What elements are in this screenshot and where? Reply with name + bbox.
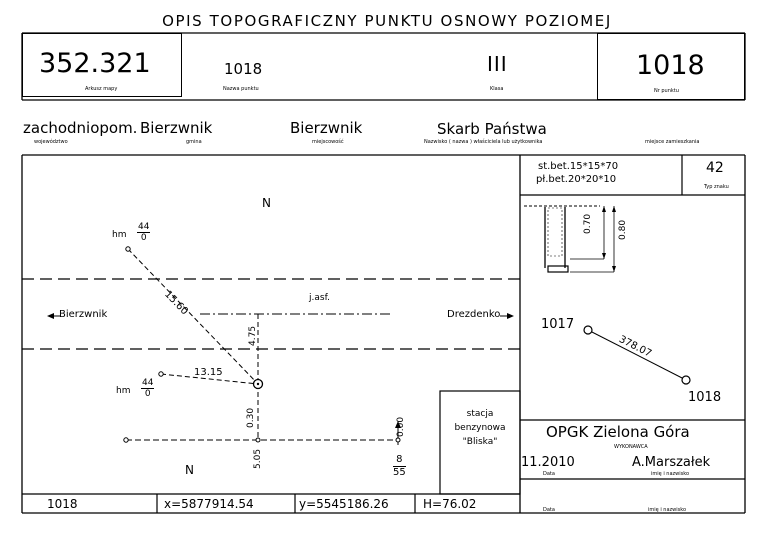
- executor-caption: WYKONAWCA: [614, 444, 648, 450]
- station-line3: "Bliska": [462, 437, 498, 447]
- executor-person: A.Marszałek: [632, 455, 711, 470]
- person-caption-2: imię i nazwisko: [648, 507, 687, 513]
- north-label-top: N: [262, 196, 271, 210]
- distance-505: 5.05: [253, 448, 263, 469]
- distance-000: 0.00: [396, 416, 406, 437]
- neighbor-distance: 378.07: [617, 334, 654, 360]
- neighbor-point-a: 1017: [541, 317, 575, 332]
- hm2-denominator: 0: [144, 389, 151, 399]
- distance-475: 4.75: [248, 325, 258, 346]
- west-direction: Bierzwnik: [59, 309, 108, 320]
- hm1-denominator: 0: [140, 233, 147, 243]
- hm2-label: hm: [116, 386, 131, 396]
- date-caption: Data: [543, 471, 555, 477]
- class-value: III: [487, 52, 508, 76]
- km-fraction: [393, 454, 406, 479]
- marker-type: 42: [706, 160, 724, 176]
- distance-1315: 13.15: [194, 367, 223, 378]
- marker-depth2: 0.80: [618, 219, 628, 240]
- marker-line1: st.bet.15*15*70: [538, 161, 619, 172]
- commune: Bierzwnik: [140, 119, 213, 137]
- commune-caption: gmina: [186, 139, 202, 145]
- sheet-number-box: [22, 33, 182, 97]
- north-label-bottom: N: [185, 463, 194, 477]
- hm1-fraction: [137, 222, 150, 243]
- hm1-numerator: 44: [138, 222, 150, 232]
- km-denominator: 55: [393, 467, 406, 478]
- residence-caption: miejsce zamieszkania: [645, 139, 700, 145]
- point-name: 1018: [224, 60, 263, 78]
- marker-type-caption: Typ znaku: [704, 184, 729, 190]
- sheet-number: 352.321: [39, 48, 151, 79]
- east-direction: Drezdenko: [447, 309, 501, 320]
- coord-y: y=5545186.26: [299, 497, 389, 511]
- distance-1560: 15.60: [162, 289, 190, 318]
- class-caption: Klasa: [490, 86, 504, 92]
- hm1-label: hm: [112, 230, 127, 240]
- executor-date: 11.2010: [521, 455, 575, 470]
- sheet-caption: Arkusz mapy: [85, 86, 118, 92]
- person-caption: imię i nazwisko: [651, 471, 690, 477]
- coord-h: H=76.02: [423, 497, 477, 511]
- point-name-caption: Nazwa punktu: [223, 86, 259, 92]
- voivodeship: zachodniopom.: [23, 119, 138, 137]
- locality: Bierzwnik: [290, 119, 363, 137]
- hm2-fraction: [141, 378, 154, 399]
- distance-030: 0.30: [246, 407, 256, 428]
- owner-caption: Nazwisko ( nazwa ) właściciela lub użytkownika: [424, 139, 543, 145]
- date-caption-2: Data: [543, 507, 555, 513]
- owner: Skarb Państwa: [437, 120, 547, 138]
- coord-x: x=5877914.54: [164, 497, 254, 511]
- voivodeship-caption: województwo: [34, 139, 68, 145]
- neighbor-point-b: 1018: [688, 390, 722, 405]
- locality-caption: miejscowość: [312, 139, 344, 145]
- executor-company: OPGK Zielona Góra: [546, 423, 690, 441]
- marker-depth1: 0.70: [583, 213, 593, 234]
- point-number-caption: Nr punktu: [654, 88, 679, 94]
- station-line2: benzynowa: [454, 423, 506, 433]
- page-title: OPIS TOPOGRAFICZNY PUNKTU OSNOWY POZIOMEJ: [162, 12, 612, 30]
- coords-point: 1018: [47, 497, 78, 511]
- km-numerator: 8: [393, 454, 406, 467]
- point-number: 1018: [636, 50, 705, 81]
- station-label: [440, 407, 520, 449]
- road-label: j.asf.: [309, 293, 330, 303]
- point-number-box: [597, 33, 745, 100]
- marker-line2: pł.bet.20*20*10: [536, 174, 617, 185]
- hm2-numerator: 44: [142, 378, 154, 388]
- station-line1: stacja: [466, 409, 494, 419]
